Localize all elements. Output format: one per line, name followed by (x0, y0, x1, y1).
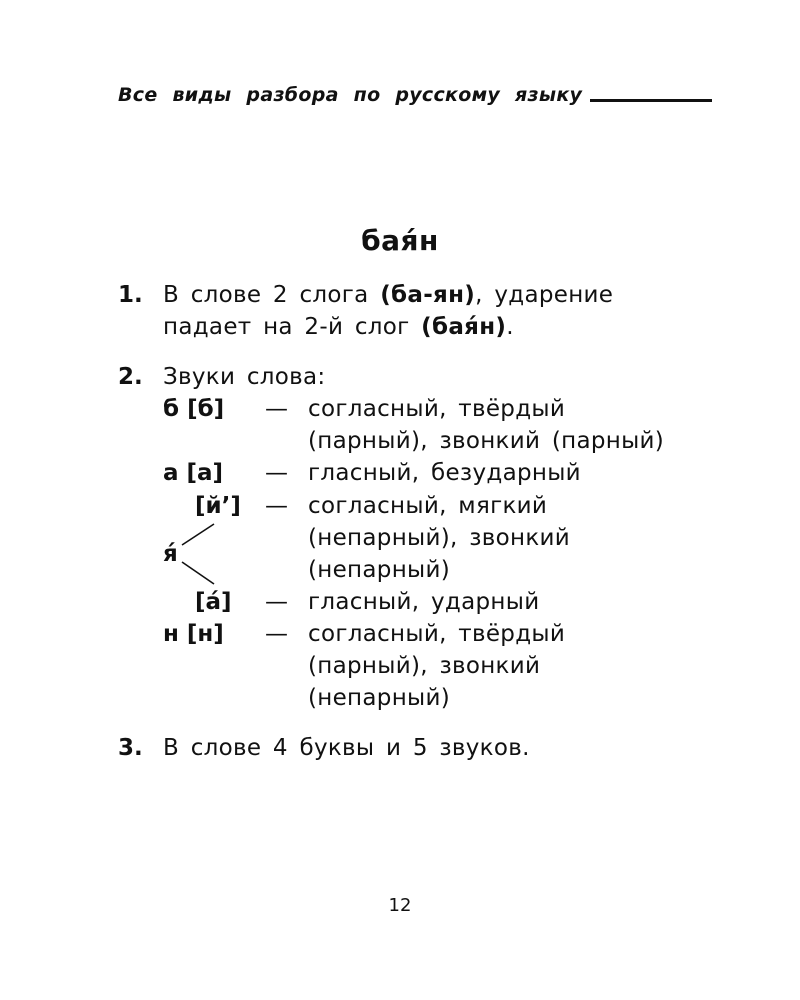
branch-letter-ya: я́ (163, 541, 178, 567)
item-1-line-2-text: падает на 2-й слог (163, 314, 410, 340)
item-1-line-2 (163, 314, 514, 340)
sound-a-dash: — (265, 460, 288, 486)
sound-j-dash: — (265, 493, 288, 519)
item-3-number: 3. (118, 735, 143, 761)
sound-j-desc-2: (непарный), звонкий (308, 525, 571, 551)
header-rule (590, 99, 712, 102)
sound-n-dash: — (265, 621, 288, 647)
item-1-number: 1. (118, 282, 143, 308)
sound-n-desc-1: согласный, твёрдый (308, 621, 566, 647)
sound-b-letter: б [б] (163, 396, 225, 422)
stressed-word: (бая́н) (421, 314, 507, 340)
sound-a-letter: а [а] (163, 460, 224, 486)
item-2-heading: Звуки слова: (163, 364, 326, 390)
page-number: 12 (388, 895, 412, 916)
sound-n-desc-2: (парный), звонкий (308, 653, 541, 679)
sound-b-desc-2: (парный), звонкий (парный) (308, 428, 665, 454)
running-header-title: Все виды разбора по русскому языку (118, 84, 583, 106)
item-3-text: В слове 4 буквы и 5 звуков. (163, 735, 530, 761)
sound-j-letter: [й’] (195, 493, 241, 519)
sound-a-stressed-desc-1: гласный, ударный (308, 589, 540, 615)
sound-b-desc-1: согласный, твёрдый (308, 396, 566, 422)
item-1-line-1-text: В слове 2 слога (163, 282, 369, 308)
item-2-number: 2. (118, 364, 143, 390)
item-1-line-1-tail: , ударение (475, 282, 614, 308)
item-1-line-2-tail: . (506, 314, 514, 340)
word-title: бая́н (361, 224, 439, 257)
sound-n-desc-3: (непарный) (308, 685, 451, 711)
branch-line-lower (182, 562, 214, 584)
branch-lines (160, 520, 220, 590)
sound-j-desc-1: согласный, мягкий (308, 493, 548, 519)
sound-a-stressed-dash: — (265, 589, 288, 615)
sound-b-dash: — (265, 396, 288, 422)
sound-n-letter: н [н] (163, 621, 224, 647)
syllable-split: (ба-ян) (380, 282, 476, 308)
item-1-line-1 (163, 282, 613, 308)
sound-a-desc-1: гласный, безударный (308, 460, 581, 486)
sound-j-desc-3: (непарный) (308, 557, 451, 583)
running-header (118, 84, 718, 116)
sound-a-stressed-letter: [а́] (195, 589, 232, 615)
branch-line-upper (182, 524, 214, 545)
